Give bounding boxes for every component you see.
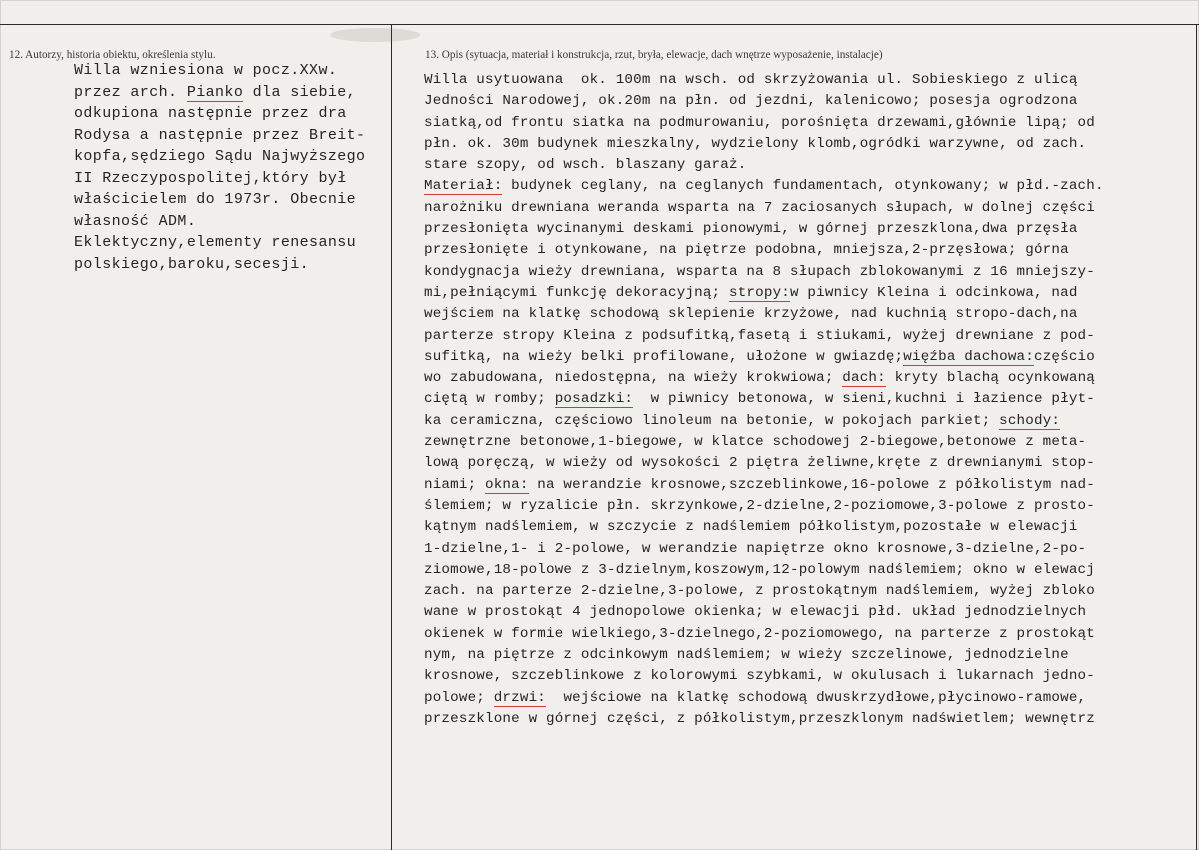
- text-line: II Rzeczypospolitej,który był: [74, 169, 347, 187]
- field-12-typed-text: [74, 60, 365, 275]
- text-line: ziomowe,18-polowe z 3-dzielnym,koszowym,12-polowym nadślemiem; okno w elewacj: [424, 561, 1095, 578]
- text-line: siatką,od frontu siatka na podmurowaniu, porośnięta drzewami,głównie lipą; od: [424, 114, 1095, 131]
- text-line: zewnętrzne betonowe,1-biegowe, w klatce schodowej 2-biegowe,betonowe z meta-: [424, 434, 1087, 451]
- text-line: Eklektyczny,elementy renesansu: [74, 234, 357, 251]
- underlined-term: schody:: [999, 412, 1061, 429]
- text-line: Materiał: budynek ceglany, na ceglanych fundamentach, otynkowany; w płd.-zach.: [424, 178, 1104, 195]
- text-line: polskiego,baroku,secesji.: [74, 255, 310, 273]
- text-line: kondygnacja wieży drewniana, wsparta na 8 słupach zblokowanymi z 16 mniejszy-: [424, 263, 1095, 280]
- text-line: odkupiona następnie przez dra: [74, 105, 347, 122]
- underlined-term: Pianko: [186, 83, 244, 101]
- text-line: stare szopy, od wsch. blaszany garaż.: [424, 157, 747, 174]
- text-line: polowe; drzwi: wejściowe na klatkę schodową dwuskrzydłowe,płycinowo-ramowe,: [424, 689, 1087, 706]
- text-line: Willa usytuowana ok. 100m na wsch. od skrzyżowania ul. Sobieskiego z ulicą: [424, 72, 1078, 88]
- text-line: nym, na piętrze z odcinkowym nadślemiem; w wieży szczelinowe, jednodzielne: [424, 647, 1069, 664]
- text-line: wejściem na klatkę schodową sklepienie krzyżowe, nad kuchnią stropo-dach,na: [424, 306, 1078, 323]
- text-line: wane w prostokąt 4 jednopolowe okienka; w elewacji płd. układ jednodzielnych: [424, 604, 1087, 621]
- text-line: przesłonięta wycinanymi deskami pionowymi, w górnej przeszklona,dwa przęsła: [424, 221, 1078, 238]
- text-line: płn. ok. 30m budynek mieszkalny, wydzielony klomb,ogródki warzywne, od zach.: [424, 135, 1087, 152]
- text-line: parterze stropy Kleina z podsufitką,fasetą i stiukami, wyżej drewniane z pod-: [424, 327, 1095, 344]
- underlined-term: więźba dachowa:: [903, 348, 1034, 365]
- text-line: lową poręczą, w wieży od wysokości 2 piętra żeliwne,kręte z drewnianymi stop-: [424, 455, 1095, 472]
- underlined-term: Materiał:: [424, 178, 503, 195]
- text-line: okienek w formie wielkiego,3-dzielnego,2-poziomowego, na parterze z prostokąt: [424, 625, 1095, 642]
- text-line: sufitką, na wieży belki profilowane, ułożone w gwiazdę;więźba dachowa:częścio: [424, 348, 1095, 365]
- text-line: własność ADM.: [74, 212, 197, 230]
- text-line: narożniku drewniana weranda wsparta na 7 zaciosanych słupach, w dolnej części: [424, 199, 1095, 216]
- text-line: przesłonięte i otynkowane, na piętrze podobna, mniejsza,2-przęsłowa; górna: [424, 242, 1069, 259]
- text-line: właścicielem do 1973r. Obecnie: [74, 191, 357, 208]
- text-line: przez arch. Pianko dla siebie,: [74, 83, 357, 101]
- text-line: przeszklone w górnej części, z półkolistym,przeszklonym nadświetlem; wewnętrz: [424, 710, 1095, 727]
- underlined-term: okna:: [485, 476, 529, 493]
- text-line: zach. na parterze 2-dzielne,3-polowe, z prostokątnym nadślemiem, wyżej zbloko: [424, 583, 1095, 600]
- paper-smudge: [330, 28, 420, 42]
- text-line: niami; okna: na werandzie krosnowe,szczeblinkowe,16-polowe z półkolistym nad-: [424, 476, 1095, 493]
- field-13-header: 13. Opis (sytuacja, materiał i konstrukcja, rzut, bryła, elewacje, dach wnętrze wyposażenie, instalacje): [425, 49, 883, 61]
- form-top-border: [0, 24, 1199, 25]
- form-right-border: [1196, 24, 1197, 850]
- underlined-term: drzwi:: [493, 689, 547, 706]
- underlined-term: dach:: [842, 370, 886, 387]
- text-line: kopfa,sędziego Sądu Najwyższego: [74, 148, 366, 165]
- underlined-term: stropy:: [729, 284, 790, 301]
- text-line: kątnym nadślemiem, w szczycie z nadślemiem półkolistym,pozostałe w elewacji: [424, 519, 1078, 536]
- text-line: Rodysa a następnie przez Breit-: [74, 126, 366, 144]
- text-line: wo zabudowana, niedostępna, na wieży krokwiowa; dach: kryty blachą ocynkowaną: [424, 370, 1095, 387]
- text-line: krosnowe, szczeblinkowe z kolorowymi szybkami, w okulusach i lukarnach jedno-: [424, 668, 1095, 685]
- text-line: ciętą w romby; posadzki: w piwnicy betonowa, w sieni,kuchni i łazience płyt-: [424, 391, 1095, 408]
- text-line: ślemiem; w ryzalicie płn. skrzynkowe,2-dzielne,2-poziomowe,3-polowe z prosto-: [424, 497, 1095, 514]
- text-line: 1-dzielne,1- i 2-polowe, w werandzie napiętrze okno krosnowe,3-dzielne,2-po-: [424, 540, 1087, 557]
- column-divider: [391, 24, 392, 850]
- text-line: Jedności Narodowej, ok.20m na płn. od jezdni, kalenicowo; posesja ogrodzona: [424, 93, 1078, 110]
- underlined-term: posadzki:: [554, 391, 634, 408]
- text-line: Willa wzniesiona w pocz.XXw.: [74, 62, 338, 79]
- text-line: ka ceramiczna, częściowo linoleum na betonie, w pokojach parkiet; schody:: [424, 412, 1061, 429]
- text-line: mi,pełniącymi funkcję dekoracyjną; stropy:w piwnicy Kleina i odcinkowa, nad: [424, 284, 1078, 301]
- field-12-header: 12. Autorzy, historia obiektu, określenia stylu.: [9, 49, 216, 61]
- field-13-typed-text: [424, 70, 1104, 730]
